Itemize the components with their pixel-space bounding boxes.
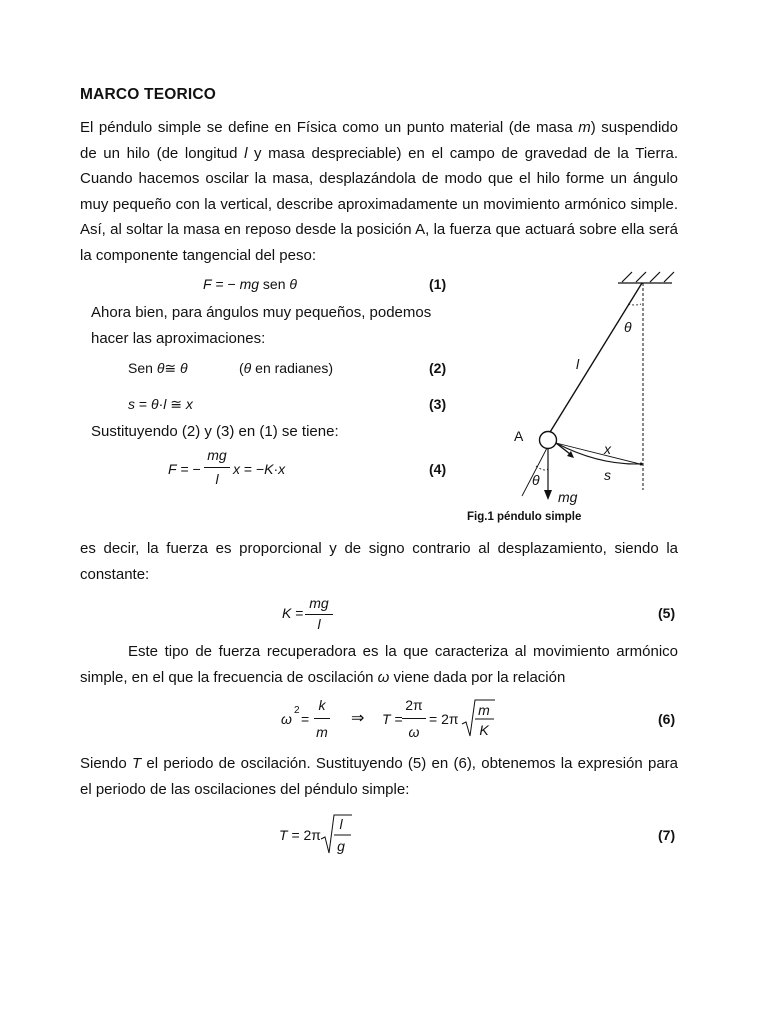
equation-2-number: (2) [429,360,447,376]
equation-6-two-pi-numerator: 2π [405,697,423,713]
equation-5-lhs: K = [282,605,304,621]
equation-4-numerator: mg [207,447,227,463]
approx-line-1: Ahora bien, para ángulos muy pequeños, podemos [91,304,432,321]
equation-5-number: (5) [658,605,676,621]
equation-5-numerator: mg [309,595,329,611]
equation-6-equals: = [301,711,310,727]
pendulum-bob [540,432,557,449]
constant-paragraph: es decir, la fuerza es proporcional y de signo contrario al desplazamiento, siendo la constante: [80,540,678,583]
pendulum-figure [500,262,700,512]
equation-5-fraction-bar [305,614,333,615]
pendulum-string [547,283,642,437]
equation-6-m-denominator: m [316,724,328,740]
equation-5-denominator: l [317,616,321,632]
equation-6-exponent: 2 [294,705,300,716]
equation-4-lhs: F = − [168,461,201,477]
equation-6-k-numerator: k [318,697,326,713]
weight-mg-label: mg [558,489,578,505]
equation-4-fraction-bar [204,467,230,468]
equation-2: Sen θ≅ θ [128,360,188,376]
ceiling-support [618,272,674,283]
implies-arrow: ⇒ [351,710,365,727]
theta-arc-top [628,304,641,305]
equation-6-number: (6) [658,711,676,727]
equation-3: s = θ·l ≅ x [128,396,193,412]
position-a-label: A [514,428,524,444]
equation-1: F = − mg sen θ [203,276,298,292]
equation-1-number: (1) [429,276,447,292]
intro-paragraph: El péndulo simple se define en Física como un punto material (de masa m) suspendido de un hilo (de longitud l y masa despreciable) en el campo de gravedad de la Tierra. Cuando hacemos oscilar la masa, desplazándola de modo que el hilo forme un ángulo muy pequeño con la vertical, describe aproximadamente un movimiento armónico simple. Así, al soltar la masa en reposo desde la posición A, la fuerza que actuará sobre ella será la componente tangencial del peso: [80,119,679,264]
equilibrium-point [640,463,643,466]
equation-6-radical-K: K [479,722,489,738]
equation-6-fraction-bar-1 [314,718,330,719]
period-paragraph: Siendo T el periodo de oscilación. Sustituyendo (5) en (6), obtenemos la expresión para el periodo de las oscilaciones del péndulo simple: [80,755,679,798]
equation-7-radical-g: g [337,838,345,854]
displacement-x-label: x [604,441,611,457]
weight-arrowhead [544,490,552,500]
theta-label-top: θ [624,319,632,335]
equation-6-two-pi: = 2π [429,711,459,727]
section-heading: MARCO TEORICO [80,86,217,103]
equation-2-note: (θ en radianes) [239,360,333,376]
substitution-text: Sustituyendo (2) y (3) en (1) se tiene: [91,423,339,440]
equation-7-number: (7) [658,827,676,843]
equation-7-radical-l: l [339,816,343,832]
equation-4-rhs: x = −K·x [233,461,286,477]
equation-6-omega: ω [281,711,292,727]
length-label: l [576,356,580,372]
restoring-force-paragraph: Este tipo de fuerza recuperadora es la que caracteriza al movimiento armónico simple, en el que la frecuencia de oscilación ω viene dada por la relación [80,643,678,686]
equation-4-denominator: l [215,471,219,487]
equation-6-omega-denominator: ω [408,724,420,740]
equation-4-number: (4) [429,461,447,477]
arc-s-label: s [604,467,611,483]
equation-3-number: (3) [429,396,447,412]
equation-7-lhs: T = 2π [279,827,321,843]
equation-6-radical-m: m [478,702,490,718]
equation-6-fraction-bar-2 [402,718,426,719]
approx-line-2: hacer las aproximaciones: [91,330,266,347]
equation-6-T: T = [382,711,403,727]
theta-label-bottom: θ [532,472,540,488]
figure-caption: Fig.1 péndulo simple [467,511,582,523]
